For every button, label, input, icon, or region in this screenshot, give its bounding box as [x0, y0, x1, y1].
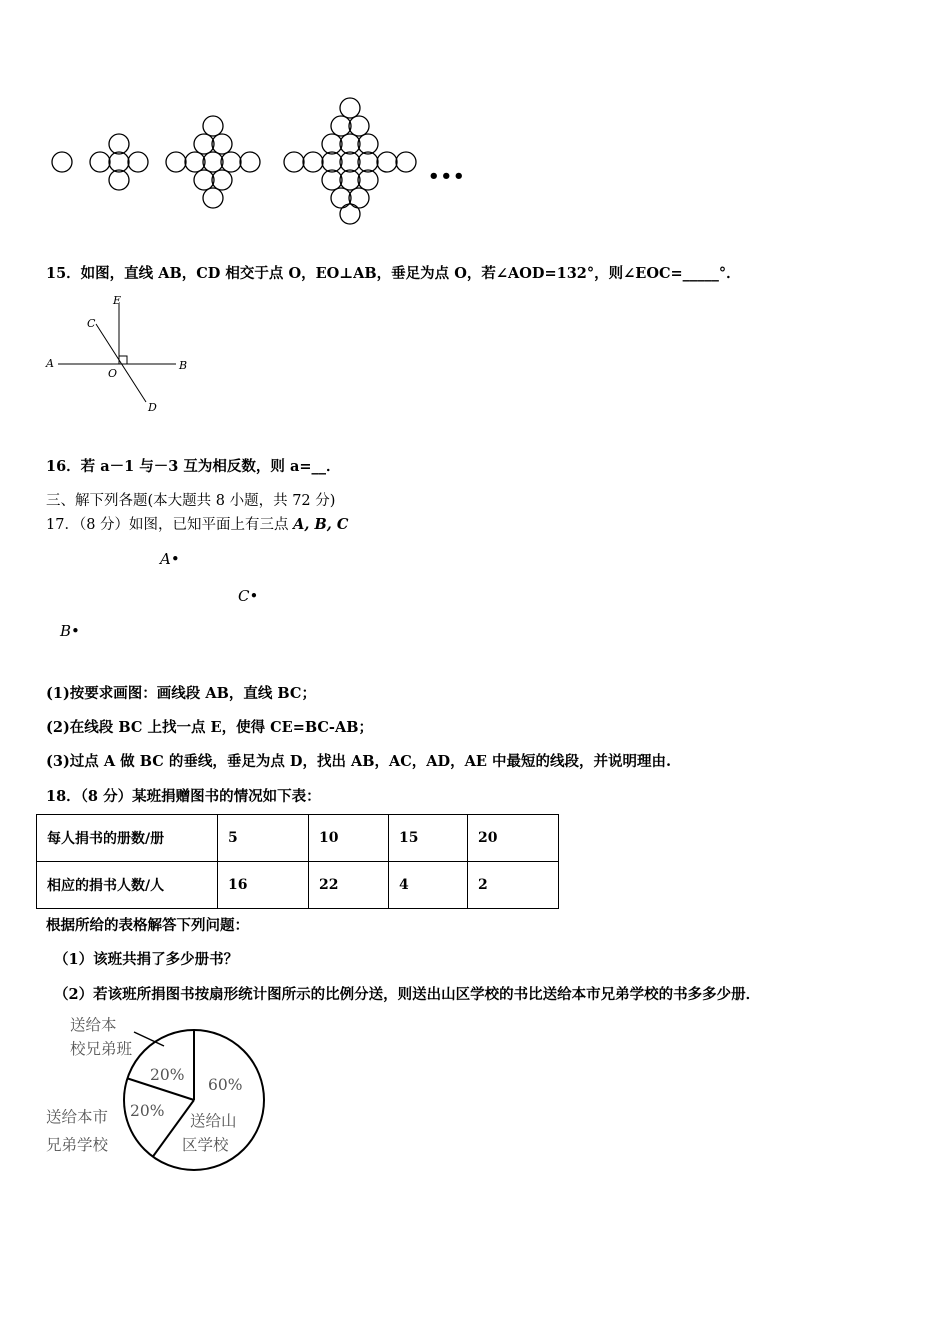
slice-percent-mountain: 60% — [208, 1076, 243, 1094]
label-d: D — [148, 401, 157, 414]
slice-label-school-class-line1: 送给本 — [70, 1016, 117, 1034]
question-18-part-2: （2）若该班所捐图书按扇形统计图所示的比例分送，则送出山区学校的书比送给本市兄弟学校的书多多少册． — [54, 986, 761, 1003]
table-cell: 4 — [389, 862, 468, 909]
label-b: B — [179, 359, 188, 372]
slice-label-city-line2: 兄弟学校 — [46, 1136, 109, 1154]
table-cell: 每人捐书的册数/册 — [37, 815, 218, 862]
pattern-circle — [349, 116, 369, 136]
table-cell: 5 — [218, 815, 309, 862]
pattern-circle — [322, 152, 342, 172]
table-cell: 15 — [389, 815, 468, 862]
question-16: 16．若 a－1 与－3 互为相反数，则 a=__． — [46, 458, 341, 475]
pattern-circle — [340, 98, 360, 118]
pie-chart — [40, 1008, 280, 1178]
pattern-circle — [349, 188, 369, 208]
slice-label-city-line1: 送给本市 — [46, 1108, 109, 1126]
label-e: E — [113, 294, 122, 307]
point-b-label: B — [60, 622, 72, 640]
pattern-circle — [322, 134, 342, 154]
q15-lines-figure — [40, 292, 200, 420]
question-18: 18．（8 分）某班捐赠图书的情况如下表： — [46, 788, 321, 805]
table-cell: 20 — [468, 815, 559, 862]
label-o: O — [108, 367, 118, 380]
pattern-circle — [358, 170, 378, 190]
slice-label-school-class-line2: 校兄弟班 — [70, 1040, 133, 1058]
pattern-circle — [203, 188, 223, 208]
donation-table — [36, 814, 559, 909]
pattern-circle — [194, 134, 214, 154]
pattern-circle — [358, 134, 378, 154]
question-17-part-3: (3)过点 A 做 BC 的垂线，垂足为点 D，找出 AB，AC，AD，AE 中最短的线段，并说明理由. — [46, 753, 672, 770]
pattern-circle — [212, 134, 232, 154]
slice-percent-school-class: 20% — [150, 1066, 185, 1084]
pattern-circle — [340, 204, 360, 224]
pattern-circle — [331, 188, 351, 208]
label-a: A — [46, 357, 54, 370]
pattern-circle — [358, 152, 378, 172]
pattern-circle — [396, 152, 416, 172]
pattern-circle — [340, 152, 360, 172]
point-c — [238, 587, 258, 605]
slice-label-mountain-line2: 区学校 — [182, 1136, 229, 1154]
pattern-circle — [322, 170, 342, 190]
pattern-circle — [303, 152, 323, 172]
label-c: C — [87, 317, 96, 330]
pattern-circle — [331, 116, 351, 136]
point-c-label: C — [238, 587, 250, 605]
question-17 — [46, 513, 348, 534]
pattern-circle — [128, 152, 148, 172]
table-cell: 2 — [468, 862, 559, 909]
pattern-circle — [109, 170, 129, 190]
pattern-circle — [203, 116, 223, 136]
pattern-ellipsis: ••• — [428, 166, 466, 187]
table-row — [37, 815, 559, 862]
point-a — [160, 550, 180, 568]
table-row — [37, 862, 559, 909]
point-c-dot: • — [249, 587, 259, 605]
pattern-circle — [109, 134, 129, 154]
slice-percent-city: 20% — [130, 1102, 165, 1120]
question-17-part-2: (2)在线段 BC 上找一点 E，使得 CE=BC-AB； — [46, 719, 373, 736]
question-17-points: A, B, C — [293, 516, 349, 533]
point-a-label: A — [160, 550, 171, 568]
pattern-circle — [221, 152, 241, 172]
table-cell: 22 — [309, 862, 389, 909]
pattern-circle — [212, 170, 232, 190]
pattern-circle — [52, 152, 72, 172]
point-b — [60, 622, 80, 640]
question-18-intro: 根据所给的表格解答下列问题： — [46, 917, 249, 934]
pattern-circle — [185, 152, 205, 172]
question-15: 15．如图，直线 AB，CD 相交于点 O，EO⊥AB，垂足为点 O，若∠AOD=132°，则∠EOC=_____°． — [46, 265, 741, 282]
table-cell: 10 — [309, 815, 389, 862]
pattern-circle — [90, 152, 110, 172]
pattern-circle — [194, 170, 214, 190]
pattern-circle — [203, 152, 223, 172]
right-angle-mark — [119, 356, 127, 364]
pattern-circle — [284, 152, 304, 172]
point-a-dot: • — [170, 550, 180, 568]
pattern-circle — [166, 152, 186, 172]
pattern-circle — [340, 134, 360, 154]
pattern-circle — [340, 170, 360, 190]
pattern-circle — [109, 152, 129, 172]
pattern-circle — [377, 152, 397, 172]
point-b-dot: • — [71, 622, 80, 640]
question-17-prefix: 17．（8 分）如图，已知平面上有三点 — [46, 517, 294, 533]
table-cell: 16 — [218, 862, 309, 909]
section-3-heading: 三、解下列各题(本大题共 8 小题，共 72 分) — [46, 493, 336, 509]
question-17-part-1: (1)按要求画图：画线段 AB，直线 BC； — [46, 685, 316, 702]
question-18-part-1: （1）该班共捐了多少册书？ — [54, 951, 239, 968]
slice-label-mountain-line1: 送给山 — [190, 1112, 237, 1130]
pattern-circle — [240, 152, 260, 172]
table-cell: 相应的捐书人数/人 — [37, 862, 218, 909]
circle-pattern-figure — [40, 92, 480, 232]
line-cd — [96, 324, 146, 402]
